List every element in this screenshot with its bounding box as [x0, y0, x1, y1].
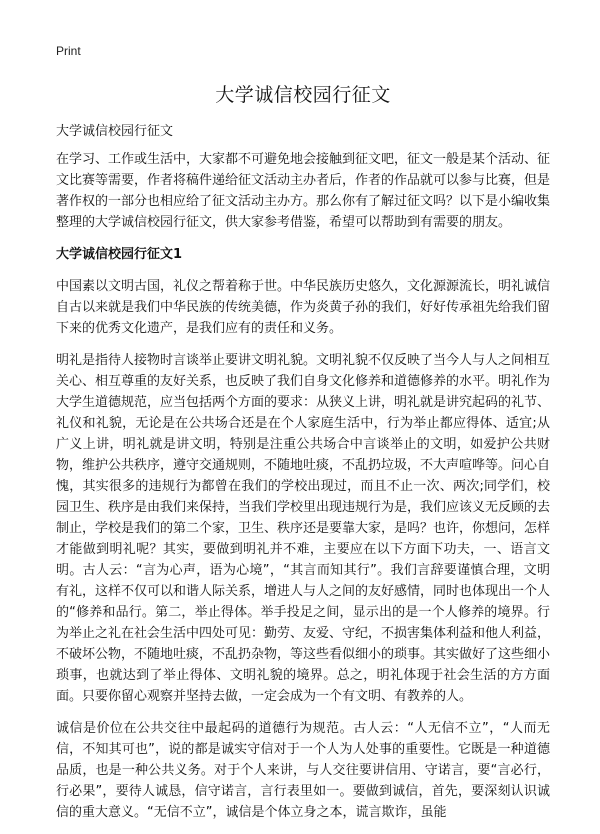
body-paragraph: 中国素以文明古国，礼仪之帮着称于世。中华民族历史悠久，文化源源流长，明礼诚信自古以来就是我们中华民族的传统美德，作为炎黄子孙的我们，好好传承祖先给我们留下来的优秀文化遗产，是我们应有的责任和义务。 — [56, 279, 551, 336]
page-title: 大学诚信校园行征文 — [215, 84, 391, 106]
article-body — [56, 149, 550, 834]
print-link[interactable]: Print — [56, 44, 81, 58]
intro-paragraph: 在学习、工作或生活中，大家都不可避免地会接触到征文吧，征文一般是某个活动、征文比赛等需要，作者将稿件递给征文活动主办者后，作者的作品就可以参与比赛，但是著作权的一部分也相应给了征文活动主办方。那么你有了解过征文吗？以下是小编收集整理的大学诚信校园行征文，供大家参考借鉴，希望可以帮助到有需要的朋友。 — [56, 152, 551, 230]
body-paragraph: 诚信是价位在公共交往中最起码的道德行为规范。古人云：“人无信不立”，“人而无信，不知其可也”，说的都是诚实守信对于一个人为人处事的重要性。它既是一种道德品质，也是一种公共义务。对于个人来讲，与人交往要讲信用、守诺言，要“言必行，行必果”，要待人诚恳，信守诺言，言行表里如一。要做到诚信，首先，要深刻认识诚信的重大意义。“无信不立”，诚信是个体立身之本，谎言欺诈，虽能 — [56, 721, 550, 820]
article-subtitle: 大学诚信校园行征文 — [56, 124, 174, 139]
section-heading: 大学诚信校园行征文1 — [56, 247, 183, 262]
body-paragraph: 明礼是指待人接物时言谈举止要讲文明礼貌。文明礼貌不仅反映了当今人与人之间相互关心、相互尊重的友好关系，也反映了我们自身文化修养和道德修养的水平。明礼作为大学生道德规范，应当包括两个方面的要求：从狭义上讲，明礼就是讲究起码的礼节、礼仪和礼貌，无论是在公共场合还是在个人家庭生活中，行为举止都应得体、适宜;从广义上讲，明礼就是讲文明，特别是注重公共场合中言谈举止的文明，如爱护公共财物，维护公共秩序，遵守交通规则，不随地吐痰，不乱扔垃圾，不大声喧哗等。问心自愧，其实很多的违规行为都曾在我们的学校出现过，而且不止一次、两次;同学们，校园卫生、秩序是由我们来保持，当我们学校里出现违规行为是，我们应该义无反顾的去制止，学校是我们的第二个家，卫生、秩序还是要靠大家，是吗？也许，你想问，怎样才能做到明礼呢？其实，要做到明礼并不难，主要应在以下方面下功夫，一、语言文明。古人云：“言为心声，语为心境”，“其言而知其行”。我们言辞要谨慎合理，文明有礼，这样不仅可以和谐人际关系，增进人与人之间的友好感情，同时也体现出一个人的“修养和品行。第二，举止得体。举手投足之间，显示出的是一个人修养的境界。行为举止之礼在社会生活中四处可见：勤劳、友爱、守纪，不损害集体利益和他人利益，不破坏公物，不随地吐痰，不乱扔杂物，等这些看似细小的琐事。其实做好了这些细小琐事，也就达到了举止得体、文明礼貌的境界。总之，明礼体现于社会生活的方方面面。只要你留心观察并坚持去做，一定会成为一个有文明、有教养的人。 — [56, 353, 551, 704]
